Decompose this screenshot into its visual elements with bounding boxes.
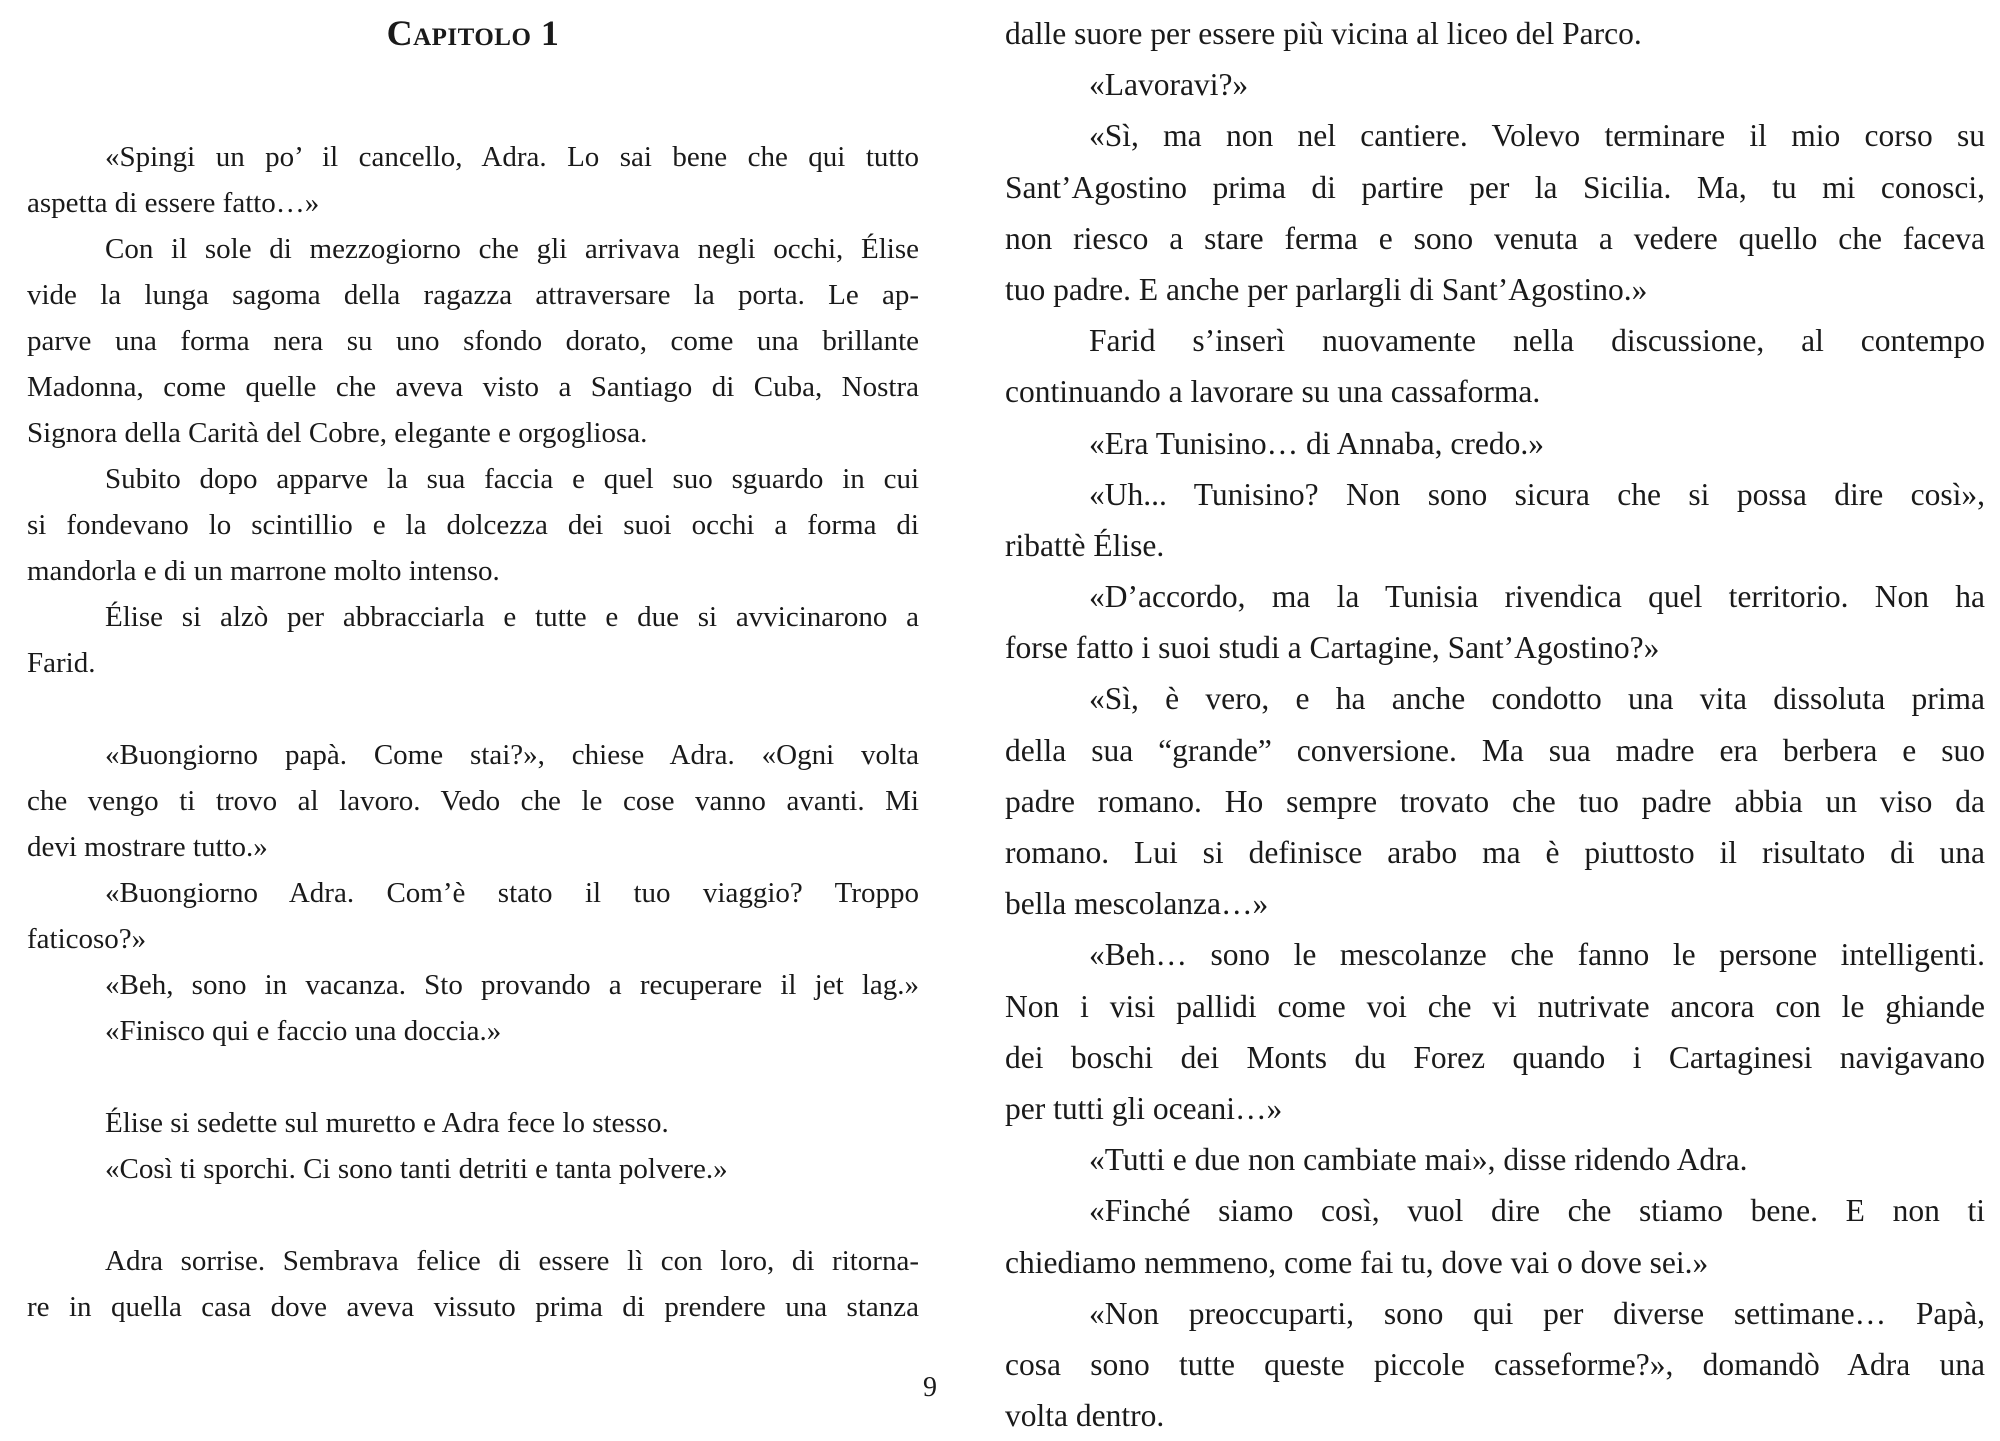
chapter-title: Capitolo 1 [386, 13, 560, 53]
text-line: Con il sole di mezzogiorno che gli arrivava negli occhi, Élise [105, 233, 919, 265]
text-line: devi mostrare tutto.» [27, 831, 268, 863]
text-line: forse fatto i suoi studi a Cartagine, Sant’Agostino?» [1005, 630, 1660, 666]
text-line: «Beh, sono in vacanza. Sto provando a recuperare il jet lag.» [105, 969, 919, 1001]
text-line: padre romano. Ho sempre trovato che tuo padre abbia un viso da [1005, 783, 1985, 819]
right-page-text [1005, 8, 1985, 1441]
text-line: Madonna, come quelle che aveva visto a Santiago di Cuba, Nostra [27, 371, 919, 403]
text-line: «Spingi un po’ il cancello, Adra. Lo sai bene che qui tutto [105, 141, 919, 173]
text-line: «Lavoravi?» [1089, 67, 1249, 103]
text-line: re in quella casa dove aveva vissuto prima di prendere una stanza [27, 1291, 919, 1323]
text-line: chiediamo nemmeno, come fai tu, dove vai o dove sei.» [1005, 1244, 1709, 1280]
left-page-text [27, 134, 919, 1330]
text-line: che vengo ti trovo al lavoro. Vedo che le cose vanno avanti. Mi [27, 785, 919, 817]
text-line: Sant’Agostino prima di partire per la Sicilia. Ma, tu mi conosci, [1005, 169, 1985, 205]
paragraph-gap [27, 1192, 919, 1238]
text-line: per tutti gli oceani…» [1005, 1090, 1283, 1126]
text-line: «Finché siamo così, vuol dire che stiamo bene. E non ti [1089, 1193, 1985, 1229]
paragraph-gap [27, 1054, 919, 1100]
right-page [1005, 0, 1985, 1434]
text-line: vide la lunga sagoma della ragazza attraversare la porta. Le ap- [27, 279, 919, 311]
text-line: della sua “grande” conversione. Ma sua madre era berbera e suo [1005, 732, 1985, 768]
text-line: Signora della Carità del Cobre, elegante e orgogliosa. [27, 417, 648, 449]
text-line: Élise si alzò per abbracciarla e tutte e due si avvicinarono a [105, 601, 919, 633]
text-line: «Uh... Tunisino? Non sono sicura che si possa dire così», [1089, 476, 1985, 512]
text-line: cosa sono tutte queste piccole casseforme?», domandò Adra una [1005, 1346, 1985, 1382]
text-line: Subito dopo apparve la sua faccia e quel suo sguardo in cui [105, 463, 919, 495]
text-line: «Sì, ma non nel cantiere. Volevo terminare il mio corso su [1089, 118, 1985, 154]
text-line: si fondevano lo scintillio e la dolcezza dei suoi occhi a forma di [27, 509, 919, 541]
text-line: Adra sorrise. Sembrava felice di essere lì con loro, di ritorna- [105, 1245, 919, 1277]
text-line: «D’accordo, ma la Tunisia rivendica quel territorio. Non ha [1089, 579, 1985, 615]
paragraph-gap [27, 686, 919, 732]
text-line: aspetta di essere fatto…» [27, 187, 320, 219]
text-line: bella mescolanza…» [1005, 886, 1269, 922]
text-line: «Buongiorno papà. Come stai?», chiese Adra. «Ogni volta [105, 739, 919, 771]
text-line: ribattè Élise. [1005, 527, 1165, 563]
text-line: dei boschi dei Monts du Forez quando i Cartaginesi navigavano [1005, 1039, 1985, 1075]
page-number: 9 [923, 1372, 937, 1403]
text-line: Élise si sedette sul muretto e Adra fece lo stesso. [105, 1107, 669, 1139]
text-line: romano. Lui si definisce arabo ma è piuttosto il risultato di una [1005, 835, 1985, 870]
text-line: «Buongiorno Adra. Com’è stato il tuo viaggio? Troppo [105, 877, 919, 909]
text-line: volta dentro. [1005, 1398, 1165, 1434]
text-line: «Così ti sporchi. Ci sono tanti detriti e tanta polvere.» [105, 1153, 728, 1185]
text-line: «Era Tunisino… di Annaba, credo.» [1089, 425, 1544, 461]
text-line: faticoso?» [27, 923, 147, 955]
text-line: mandorla e di un marrone molto intenso. [27, 555, 500, 587]
text-line: Farid s’inserì nuovamente nella discussione, al contempo [1089, 323, 1985, 359]
text-line: parve una forma nera su uno sfondo dorato, come una brillante [27, 325, 919, 357]
text-line: «Tutti e due non cambiate mai», disse ridendo Adra. [1089, 1142, 1748, 1178]
text-line: tuo padre. E anche per parlargli di Sant’Agostino.» [1005, 271, 1648, 307]
text-line: «Non preoccuparti, sono qui per diverse settimane… Papà, [1089, 1295, 1985, 1331]
text-line: Non i visi pallidi come voi che vi nutrivate ancora con le ghiande [1005, 988, 1985, 1024]
text-line: Farid. [27, 647, 96, 679]
text-line: «Sì, è vero, e ha anche condotto una vita dissoluta prima [1089, 681, 1985, 717]
text-line: non riesco a stare ferma e sono venuta a vedere quello che faceva [1005, 220, 1985, 256]
text-line: dalle suore per essere più vicina al liceo del Parco. [1005, 16, 1642, 51]
text-line: «Beh… sono le mescolanze che fanno le persone intelligenti. [1089, 937, 1985, 973]
text-line: continuando a lavorare su una cassaforma. [1005, 374, 1541, 410]
left-page [27, 0, 937, 1425]
text-line: «Finisco qui e faccio una doccia.» [105, 1015, 502, 1047]
